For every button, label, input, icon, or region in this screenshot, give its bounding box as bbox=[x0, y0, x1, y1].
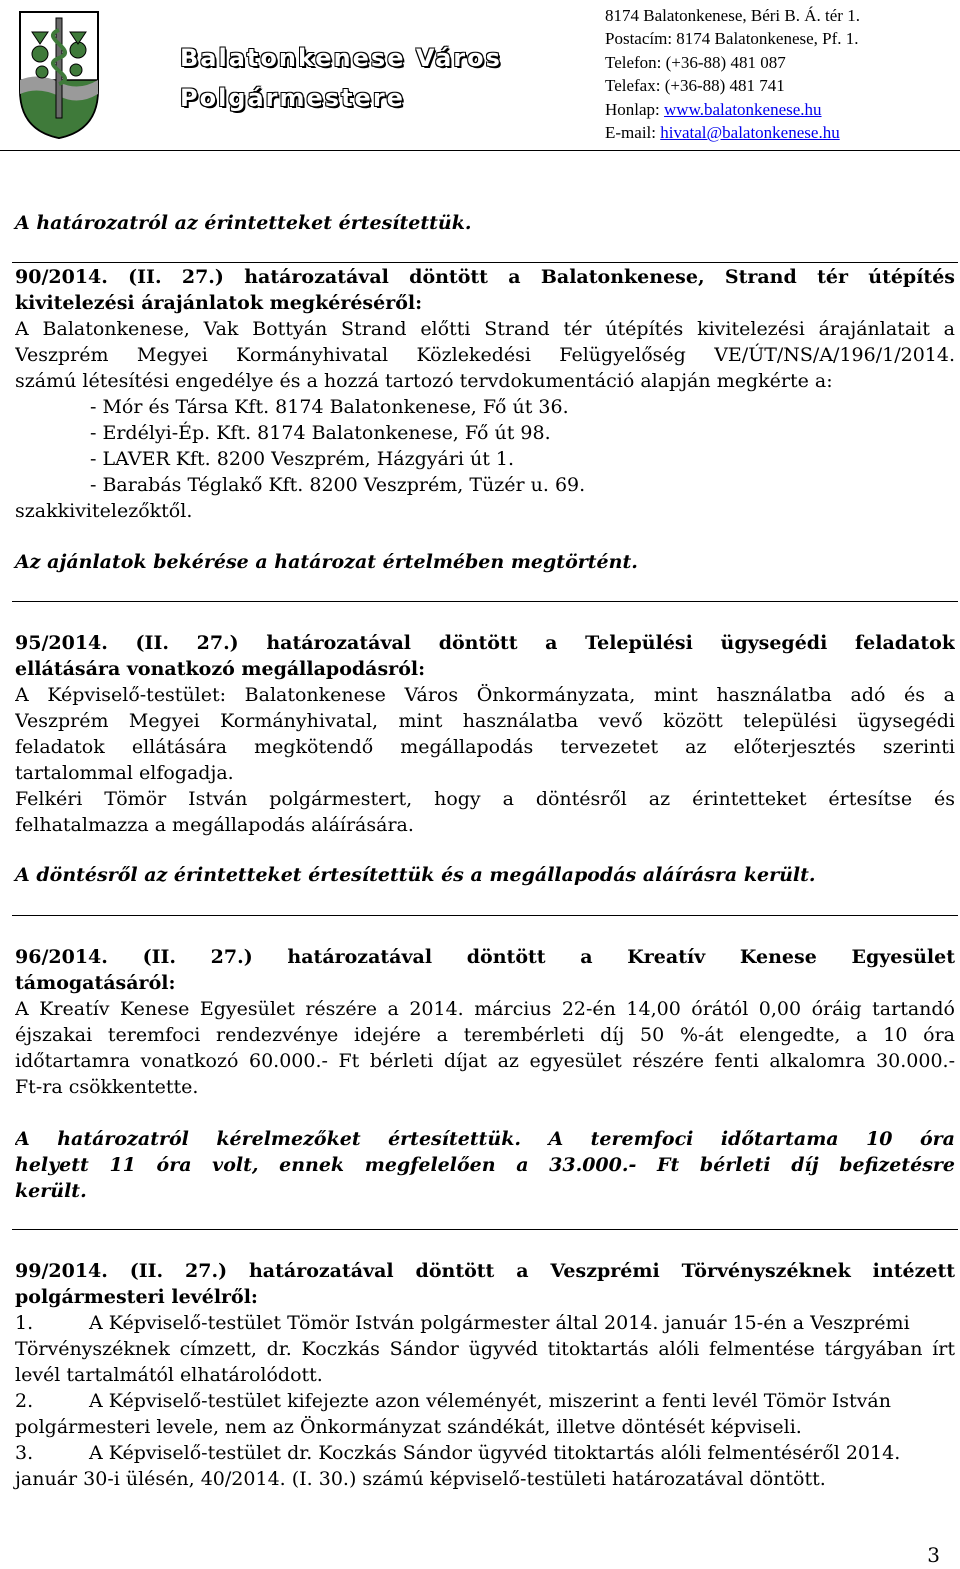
body-line: éjszakai teremfoci rendezvénye idejére a terembérleti díj 50 %-át elengedte, a 10 óra bbox=[15, 1024, 955, 1046]
section-divider bbox=[12, 601, 958, 602]
issuer-title bbox=[180, 38, 502, 118]
body-line: A Kreatív Kenese Egyesület részére a 2014. március 22-én 14,00 órától 0,00 óráig tartandó bbox=[15, 998, 955, 1020]
email-label: E-mail: bbox=[605, 123, 661, 143]
body-line: A Képviselő-testület: Balatonkenese Város Önkormányzata, mint használatba adó és a bbox=[15, 684, 955, 706]
contractor-list-item: - Erdélyi-Ép. Kft. 8174 Balatonkenese, Fő út 98. bbox=[90, 422, 551, 444]
resolution-96-notice bbox=[15, 1126, 955, 1204]
address: 8174 Balatonkenese, Béri B. Á. tér 1. bbox=[605, 6, 860, 25]
resolution-95-title bbox=[15, 630, 955, 682]
resolution-90-tail: szakkivitelezőktől. bbox=[15, 500, 193, 522]
body-line: A Képviselő-testület dr. Koczkás Sándor ügyvéd titoktartás alóli felmentéséről 2014. bbox=[89, 1442, 901, 1464]
body-line: Veszprém Megyei Kormányhivatal, mint használatba vevő között települési ügysegédi bbox=[15, 710, 955, 732]
letterhead bbox=[0, 0, 960, 153]
resolution-90-body bbox=[15, 316, 955, 394]
title-line: 96/2014. (II. 27.) határozatával döntött a Kreatív Kenese Egyesület bbox=[15, 946, 955, 968]
numbered-item-3 bbox=[15, 1440, 955, 1466]
notice-line: helyett 11 óra volt, ennek megfelelően a 33.000.- Ft bérleti díj befizetésre bbox=[15, 1154, 955, 1176]
page-number: 3 bbox=[927, 1543, 940, 1567]
issuer-title-line1: Balatonkenese Város bbox=[180, 44, 502, 72]
section-divider bbox=[12, 915, 958, 916]
body-line: Felkéri Tömör István polgármestert, hogy a döntésről az érintetteket értesítse és bbox=[15, 788, 955, 810]
resolution-95-body bbox=[15, 682, 955, 838]
body-line: polgármesteri levele, nem az Önkormányzat szándékát, illetve döntését képviseli. bbox=[15, 1416, 802, 1438]
contractor-list-item: - Barabás Téglakő Kft. 8200 Veszprém, Tüzér u. 69. bbox=[90, 474, 586, 496]
website-label: Honlap: bbox=[605, 99, 665, 119]
intro-notice: A határozatról az érintetteket értesítettük. bbox=[15, 212, 472, 234]
resolution-95-notice: A döntésről az érintetteket értesítettük és a megállapodás aláírásra került. bbox=[15, 864, 816, 886]
body-line: időtartamra vonatkozó 60.000.- Ft bérleti díjat az egyesület részére fenti alkalomra 30.000.- bbox=[15, 1050, 955, 1072]
title-line: támogatásáról: bbox=[15, 972, 176, 994]
section-divider bbox=[12, 262, 958, 263]
item-number: 1. bbox=[15, 1312, 34, 1334]
body-line: január 30-i ülésén, 40/2014. (I. 30.) számú képviselő-testületi határozatával döntött. bbox=[15, 1468, 826, 1490]
resolution-99-title bbox=[15, 1258, 955, 1310]
body-line: levél tartalmától elhatárolódott. bbox=[15, 1364, 323, 1386]
contractor-list-item: - Mór és Társa Kft. 8174 Balatonkenese, Fő út 36. bbox=[90, 396, 569, 418]
phone: Telefon: (+36-88) 481 087 bbox=[605, 52, 786, 72]
header-divider bbox=[0, 150, 960, 151]
coat-of-arms-icon bbox=[18, 10, 100, 140]
body-line: tartalommal elfogadja. bbox=[15, 762, 234, 784]
resolution-96-body bbox=[15, 996, 955, 1100]
item-number: 2. bbox=[15, 1390, 34, 1412]
website-row bbox=[605, 98, 860, 121]
title-line: ellátására vonatkozó megállapodásról: bbox=[15, 658, 426, 680]
title-line: kivitelezési árajánlatok megkéréséről: bbox=[15, 292, 423, 314]
fax: Telefax: (+36-88) 481 741 bbox=[605, 76, 785, 96]
website-link[interactable]: www.balatonkenese.hu bbox=[664, 99, 822, 119]
section-divider bbox=[12, 1229, 958, 1230]
resolution-96-title bbox=[15, 944, 955, 996]
contractor-list-item: - LAVER Kft. 8200 Veszprém, Házgyári út 1. bbox=[90, 448, 515, 470]
email-link[interactable]: hivatal@balatonkenese.hu bbox=[660, 123, 840, 143]
body-line: Ft-ra csökkentette. bbox=[15, 1076, 199, 1098]
body-line: A Képviselő-testület kifejezte azon véleményét, miszerint a fenti levél Tömör István bbox=[89, 1390, 891, 1412]
postal-address: Postacím: 8174 Balatonkenese, Pf. 1. bbox=[605, 29, 859, 49]
item-number: 3. bbox=[15, 1442, 34, 1464]
body-line: számú létesítési engedélye és a hozzá tartozó tervdokumentáció alapján megkérte a: bbox=[15, 370, 833, 392]
email-row bbox=[605, 121, 860, 144]
resolution-90-title bbox=[15, 264, 955, 316]
title-line: 90/2014. (II. 27.) határozatával döntött a Balatonkenese, Strand tér útépítés bbox=[15, 266, 955, 288]
body-line: feladatok ellátására megkötendő megállapodás tervezetet az előterjesztés szerinti bbox=[15, 736, 955, 758]
body-line: A Balatonkenese, Vak Bottyán Strand előtti Strand tér útépítés kivitelezési árajánlatait a bbox=[15, 318, 955, 340]
notice-line: A határozatról kérelmezőket értesítettük. A teremfoci időtartama 10 óra bbox=[15, 1128, 955, 1150]
body-line: felhatalmazza a megállapodás aláírására. bbox=[15, 814, 414, 836]
body-line: Törvényszéknek címzett, dr. Koczkás Sándor ügyvéd titoktartás alóli felmentése tárgyában írt bbox=[15, 1338, 955, 1360]
title-line: 95/2014. (II. 27.) határozatával döntött a Települési ügysegédi feladatok bbox=[15, 632, 955, 654]
body-line: Veszprém Megyei Kormányhivatal Közlekedési Felügyelőség VE/ÚT/NS/A/196/1/2014. bbox=[15, 344, 955, 366]
resolution-90-notice: Az ajánlatok bekérése a határozat értelmében megtörtént. bbox=[15, 551, 638, 573]
numbered-item-1 bbox=[15, 1310, 955, 1336]
contact-block bbox=[605, 4, 860, 144]
resolution-99-body bbox=[15, 1310, 955, 1492]
numbered-item-2 bbox=[15, 1388, 955, 1414]
title-line: 99/2014. (II. 27.) határozatával döntött a Veszprémi Törvényszéknek intézett bbox=[15, 1260, 955, 1282]
body-line: A Képviselő-testület Tömör István polgármester által 2014. január 15-én a Veszprémi bbox=[89, 1312, 910, 1334]
notice-line: került. bbox=[15, 1180, 87, 1202]
title-line: polgármesteri levélről: bbox=[15, 1286, 258, 1308]
issuer-title-line2: Polgármestere bbox=[180, 84, 405, 112]
